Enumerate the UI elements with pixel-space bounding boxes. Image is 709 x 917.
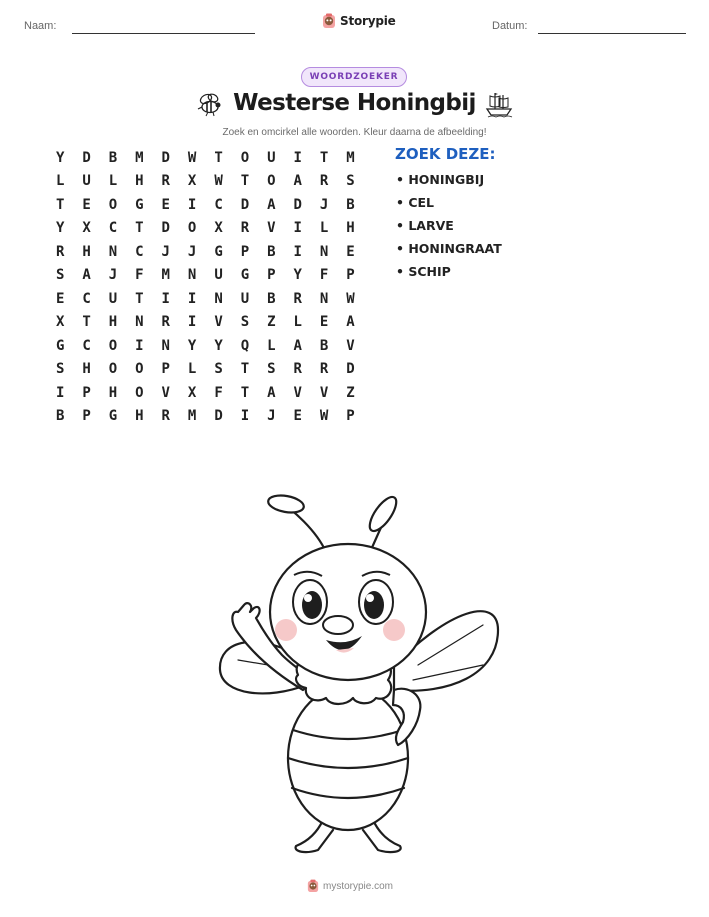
grid-cell[interactable]: V bbox=[319, 384, 329, 401]
grid-cell[interactable]: S bbox=[214, 361, 223, 378]
grid-row bbox=[47, 193, 364, 217]
grid-cell[interactable]: B bbox=[319, 337, 329, 354]
grid-cell[interactable]: U bbox=[214, 267, 223, 284]
grid-cell[interactable]: A bbox=[346, 314, 355, 331]
footer bbox=[307, 879, 393, 893]
grid-cell[interactable]: O bbox=[267, 173, 276, 190]
grid-cell[interactable]: H bbox=[82, 361, 91, 378]
grid-cell[interactable]: I bbox=[293, 220, 302, 237]
grid-cell[interactable]: T bbox=[240, 361, 250, 378]
grid-cell[interactable]: L bbox=[267, 337, 276, 354]
grid-cell[interactable]: R bbox=[293, 290, 302, 307]
grid-cell[interactable]: W bbox=[214, 173, 223, 190]
grid-cell[interactable]: Y bbox=[293, 267, 302, 284]
storypie-logo-icon bbox=[307, 879, 319, 893]
grid-cell[interactable]: R bbox=[319, 361, 329, 378]
grid-cell[interactable]: X bbox=[55, 314, 65, 331]
grid-cell[interactable]: A bbox=[82, 267, 91, 284]
name-line[interactable] bbox=[72, 33, 255, 34]
grid-cell[interactable]: O bbox=[108, 337, 118, 354]
grid-cell[interactable]: I bbox=[293, 149, 302, 166]
grid-cell[interactable]: A bbox=[293, 173, 302, 190]
bee-head bbox=[270, 544, 426, 680]
grid-cell[interactable]: I bbox=[187, 290, 197, 307]
bee-illustration bbox=[198, 490, 510, 860]
grid-cell[interactable]: G bbox=[214, 243, 223, 260]
grid-cell[interactable]: A bbox=[267, 384, 276, 401]
grid-cell[interactable]: S bbox=[346, 173, 355, 190]
grid-cell[interactable]: G bbox=[240, 267, 250, 284]
grid-cell[interactable]: S bbox=[55, 361, 65, 378]
grid-cell[interactable]: P bbox=[82, 408, 91, 425]
grid-row bbox=[47, 146, 364, 170]
grid-cell[interactable]: E bbox=[293, 408, 302, 425]
grid-cell[interactable]: T bbox=[319, 149, 329, 166]
grid-cell[interactable]: H bbox=[135, 173, 144, 190]
grid-cell[interactable]: R bbox=[161, 314, 170, 331]
grid-row bbox=[47, 405, 364, 429]
grid-cell[interactable]: B bbox=[267, 290, 276, 307]
grid-cell[interactable]: F bbox=[214, 384, 223, 401]
page-title: Westerse Honingbij bbox=[233, 90, 476, 116]
grid-cell[interactable]: X bbox=[187, 173, 197, 190]
grid-cell[interactable]: C bbox=[214, 196, 223, 213]
grid-row bbox=[47, 311, 364, 335]
brand-name: Storypie bbox=[340, 14, 396, 28]
grid-cell[interactable]: V bbox=[346, 337, 355, 354]
grid-cell[interactable]: A bbox=[293, 337, 302, 354]
grid-cell[interactable]: D bbox=[240, 196, 250, 213]
grid-cell[interactable]: M bbox=[135, 149, 144, 166]
grid-cell[interactable]: N bbox=[214, 290, 223, 307]
grid-cell[interactable]: P bbox=[267, 267, 276, 284]
grid-cell[interactable]: V bbox=[267, 220, 276, 237]
grid-cell[interactable]: X bbox=[187, 384, 197, 401]
grid-cell[interactable]: T bbox=[240, 384, 250, 401]
grid-cell[interactable]: Y bbox=[214, 337, 223, 354]
grid-cell[interactable]: E bbox=[82, 196, 91, 213]
grid-cell[interactable]: O bbox=[240, 149, 250, 166]
bee-body bbox=[288, 686, 408, 830]
grid-cell[interactable]: R bbox=[240, 220, 250, 237]
grid-cell[interactable]: R bbox=[293, 361, 302, 378]
grid-cell[interactable]: B bbox=[108, 149, 118, 166]
grid-cell[interactable]: Y bbox=[55, 149, 65, 166]
grid-cell[interactable]: W bbox=[187, 149, 197, 166]
grid-cell[interactable]: E bbox=[319, 314, 329, 331]
grid-cell[interactable]: C bbox=[135, 243, 144, 260]
grid-cell[interactable]: Z bbox=[267, 314, 276, 331]
grid-cell[interactable]: W bbox=[319, 408, 329, 425]
grid-cell[interactable]: V bbox=[293, 384, 302, 401]
grid-cell[interactable]: D bbox=[214, 408, 223, 425]
grid-cell[interactable]: H bbox=[135, 408, 144, 425]
grid-row bbox=[47, 287, 364, 311]
grid-cell[interactable]: I bbox=[240, 408, 250, 425]
grid-cell[interactable]: R bbox=[161, 173, 170, 190]
grid-cell[interactable]: E bbox=[161, 196, 170, 213]
grid-cell[interactable]: B bbox=[346, 196, 355, 213]
grid-cell[interactable]: N bbox=[319, 243, 329, 260]
grid-cell[interactable]: J bbox=[108, 267, 118, 284]
grid-cell[interactable]: L bbox=[108, 173, 118, 190]
grid-cell[interactable]: F bbox=[319, 267, 329, 284]
word-list-item: • HONINGRAAT bbox=[396, 241, 502, 256]
grid-cell[interactable]: G bbox=[55, 337, 65, 354]
grid-cell[interactable]: I bbox=[55, 384, 65, 401]
instructions: Zoek en omcirkel alle woorden. Kleur daarna de afbeelding! bbox=[222, 127, 487, 138]
grid-cell[interactable]: Z bbox=[346, 384, 355, 401]
grid-cell[interactable]: I bbox=[161, 290, 170, 307]
grid-cell[interactable]: C bbox=[82, 337, 91, 354]
grid-cell[interactable]: L bbox=[319, 220, 329, 237]
grid-cell[interactable]: I bbox=[293, 243, 302, 260]
grid-cell[interactable]: N bbox=[161, 337, 170, 354]
grid-cell[interactable]: O bbox=[108, 196, 118, 213]
grid-cell[interactable]: I bbox=[135, 337, 144, 354]
grid-cell[interactable]: D bbox=[346, 361, 355, 378]
grid-cell[interactable]: T bbox=[55, 196, 65, 213]
brand-logo bbox=[322, 13, 396, 29]
grid-cell[interactable]: C bbox=[82, 290, 91, 307]
grid-cell[interactable]: N bbox=[108, 243, 118, 260]
word-search-grid[interactable] bbox=[47, 146, 364, 428]
grid-cell[interactable]: I bbox=[187, 196, 197, 213]
grid-row bbox=[47, 358, 364, 382]
grid-cell[interactable]: O bbox=[135, 361, 144, 378]
date-line[interactable] bbox=[538, 33, 686, 34]
grid-cell[interactable]: T bbox=[82, 314, 91, 331]
grid-cell[interactable]: H bbox=[82, 243, 91, 260]
word-list-item: • SCHIP bbox=[396, 264, 451, 279]
ship-icon bbox=[484, 90, 514, 118]
grid-cell[interactable]: P bbox=[82, 384, 91, 401]
footer-url: mystorypie.com bbox=[323, 880, 394, 892]
grid-cell[interactable]: J bbox=[161, 243, 170, 260]
grid-row bbox=[47, 217, 364, 241]
grid-cell[interactable]: H bbox=[108, 314, 118, 331]
grid-cell[interactable]: T bbox=[240, 173, 250, 190]
grid-cell[interactable]: O bbox=[108, 361, 118, 378]
grid-cell[interactable]: D bbox=[293, 196, 302, 213]
grid-cell[interactable]: M bbox=[187, 408, 197, 425]
grid-cell[interactable]: I bbox=[187, 314, 197, 331]
grid-cell[interactable]: P bbox=[161, 361, 170, 378]
grid-cell[interactable]: J bbox=[267, 408, 276, 425]
word-list-heading: ZOEK DEZE: bbox=[395, 145, 496, 163]
grid-cell[interactable]: N bbox=[135, 314, 144, 331]
date-label: Datum: bbox=[492, 20, 528, 32]
grid-cell[interactable]: E bbox=[346, 243, 355, 260]
grid-cell[interactable]: U bbox=[82, 173, 91, 190]
grid-cell[interactable]: D bbox=[161, 149, 170, 166]
grid-cell[interactable]: L bbox=[55, 173, 65, 190]
grid-cell[interactable]: D bbox=[82, 149, 91, 166]
grid-cell[interactable]: N bbox=[319, 290, 329, 307]
grid-row bbox=[47, 240, 364, 264]
grid-cell[interactable]: O bbox=[187, 220, 197, 237]
grid-cell[interactable]: G bbox=[108, 408, 118, 425]
grid-cell[interactable]: U bbox=[267, 149, 276, 166]
grid-cell[interactable]: D bbox=[161, 220, 170, 237]
grid-cell[interactable]: H bbox=[346, 220, 355, 237]
grid-cell[interactable]: W bbox=[346, 290, 355, 307]
grid-cell[interactable]: M bbox=[346, 149, 355, 166]
grid-cell[interactable]: L bbox=[187, 361, 197, 378]
grid-cell[interactable]: P bbox=[240, 243, 250, 260]
puzzle-type-badge: WOORDZOEKER bbox=[301, 67, 407, 87]
grid-cell[interactable]: X bbox=[214, 220, 223, 237]
grid-cell[interactable]: X bbox=[82, 220, 91, 237]
grid-cell[interactable]: L bbox=[293, 314, 302, 331]
grid-cell[interactable]: F bbox=[135, 267, 144, 284]
grid-cell[interactable]: Y bbox=[55, 220, 65, 237]
word-list bbox=[396, 172, 502, 287]
grid-cell[interactable]: R bbox=[319, 173, 329, 190]
name-label: Naam: bbox=[24, 20, 57, 32]
grid-cell[interactable]: J bbox=[319, 196, 329, 213]
grid-cell[interactable]: B bbox=[55, 408, 65, 425]
grid-cell[interactable]: T bbox=[214, 149, 223, 166]
grid-cell[interactable]: U bbox=[108, 290, 118, 307]
grid-cell[interactable]: V bbox=[214, 314, 223, 331]
grid-cell[interactable]: S bbox=[267, 361, 276, 378]
storypie-logo-icon bbox=[322, 13, 336, 29]
grid-cell[interactable]: P bbox=[346, 408, 355, 425]
grid-cell[interactable]: T bbox=[135, 220, 144, 237]
grid-cell[interactable]: S bbox=[240, 314, 250, 331]
word-list-item: • CEL bbox=[396, 195, 435, 210]
grid-cell[interactable]: J bbox=[187, 243, 197, 260]
grid-cell[interactable]: G bbox=[135, 196, 144, 213]
word-list-item: • LARVE bbox=[396, 218, 454, 233]
grid-cell[interactable]: T bbox=[135, 290, 144, 307]
grid-cell[interactable]: V bbox=[161, 384, 170, 401]
grid-cell[interactable]: Q bbox=[240, 337, 250, 354]
grid-cell[interactable]: A bbox=[267, 196, 276, 213]
grid-cell[interactable]: B bbox=[267, 243, 276, 260]
grid-cell[interactable]: U bbox=[240, 290, 250, 307]
grid-cell[interactable]: M bbox=[161, 267, 170, 284]
grid-cell[interactable]: P bbox=[346, 267, 355, 284]
grid-cell[interactable]: H bbox=[108, 384, 118, 401]
grid-cell[interactable]: S bbox=[55, 267, 65, 284]
grid-cell[interactable]: C bbox=[108, 220, 118, 237]
grid-cell[interactable]: E bbox=[55, 290, 65, 307]
grid-cell[interactable]: O bbox=[135, 384, 144, 401]
word-list-item: • HONINGBIJ bbox=[396, 172, 485, 187]
grid-row bbox=[47, 381, 364, 405]
grid-row bbox=[47, 334, 364, 358]
grid-cell[interactable]: R bbox=[55, 243, 65, 260]
grid-row bbox=[47, 264, 364, 288]
grid-cell[interactable]: Y bbox=[187, 337, 197, 354]
grid-cell[interactable]: N bbox=[187, 267, 197, 284]
grid-row bbox=[47, 170, 364, 194]
grid-cell[interactable]: R bbox=[161, 408, 170, 425]
